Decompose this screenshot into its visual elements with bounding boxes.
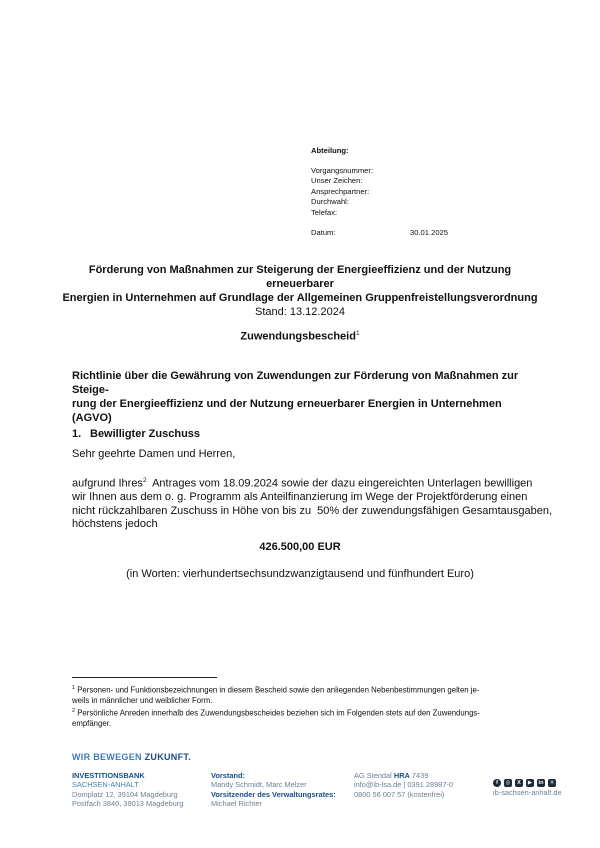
hra-label: HRA (393, 771, 410, 780)
grant-amount-words: (in Worten: vierhundertsechsundzwanzigtausend und fünfhundert Euro) (126, 568, 474, 580)
section-heading (72, 428, 200, 440)
register-info (354, 771, 453, 780)
hra-number: 7439 (409, 771, 429, 780)
title-line-2: Energien in Unternehmen auf Grundlage der Allgemeinen Gruppenfreistellungsverordnung (62, 292, 538, 304)
date-value: 30.01.2025 (410, 227, 449, 237)
website-link[interactable]: ib-sachsen-anhalt.de (493, 788, 562, 797)
title-stand: Stand: 13.12.2024 (255, 306, 345, 318)
salutation: Sehr geehrte Damen und Herren, (72, 448, 236, 460)
paragraph-part-1: aufgrund Ihres (72, 477, 143, 490)
date-row (311, 228, 448, 239)
ansprechpartner-label: Ansprechpartner: (311, 186, 370, 196)
contact-free-phone: 0800 56 007 57 (kostenfrei) (354, 789, 445, 799)
paragraph-line-3: nicht rückzahlbaren Zuschuss in Höhe von bis zu 50% der zuwendungsfähigen Gesamtausgaben, (72, 504, 553, 517)
footnote-2-number: 2 (72, 708, 76, 715)
footnotes (72, 683, 552, 730)
footnote-divider (72, 677, 217, 678)
footer-social (493, 771, 562, 797)
abteilung-label: Abteilung: (311, 146, 349, 155)
instagram-icon[interactable]: ◎ (505, 780, 511, 786)
section-title: Bewilligter Zuschuss (90, 428, 201, 440)
social-icons (493, 779, 562, 787)
paragraph-line-4: höchstens jedoch (72, 518, 158, 531)
footer-contact (354, 771, 453, 799)
x-icon[interactable]: X (515, 779, 523, 787)
richtlinie-line-2: rung der Energieeffizienz und der Nutzung erneuerbarer Energien in Unternehmen (AGVO) (72, 398, 502, 424)
section-number: 1. (72, 428, 82, 440)
contact-email-phone: info@ib-lsa.de | 0391 28987-0 (354, 780, 453, 790)
bank-name-1: INVESTITIONSBANK (72, 771, 145, 780)
xing-icon[interactable]: ✕ (549, 780, 555, 786)
footnote-2-line-2: empfänger. (72, 719, 112, 729)
bescheid-heading (60, 330, 540, 343)
document-title (60, 263, 540, 319)
footnote-2-text: Persönliche Anreden innerhalb des Zuwendungsbescheides beziehen sich im Folgenden stets auf den Zuwendungs- (75, 709, 480, 718)
bank-name-2: SACHSEN-ANHALT (72, 780, 139, 790)
footnote-ref-1: 1 (355, 330, 360, 337)
unser-zeichen-label: Unser Zeichen: (311, 176, 363, 186)
footnote-1-text: Personen- und Funktionsbezeichnungen in diesem Bescheid sowie den anliegenden Nebenbestimmungen gelten je- (75, 685, 480, 695)
paragraph-part-2: Antrages vom 18.09.2024 sowie der dazu eingereichten Unterlagen bewilligen (146, 477, 533, 490)
vorsitz-name: Michael Richter (211, 799, 262, 809)
slogan-part-2: ZUKUNFT. (144, 752, 192, 762)
grant-amount: 426.500,00 EUR (259, 541, 341, 553)
footnote-1 (72, 683, 552, 696)
paragraph-line-2: wir Ihnen aus dem o. g. Programm als Anteilfinanzierung im Wege der Projektförderung einen (72, 491, 528, 504)
richtlinie-heading (72, 369, 542, 425)
vorgangsnummer-label: Vorgangsnummer: (311, 165, 374, 175)
footer-slogan (72, 752, 191, 762)
bank-address-1: Domplatz 12, 39104 Magdeburg (72, 789, 178, 799)
vorstand-label: Vorstand: (211, 771, 245, 780)
footer-board (211, 771, 336, 809)
footnote-1-line-2: weils in männlicher und weiblicher Form. (72, 696, 213, 705)
footnote-ref-2: 2 (142, 477, 147, 484)
telefax-label: Telefax: (311, 207, 338, 217)
date-label: Datum: (311, 227, 336, 237)
richtlinie-line-1: Richtlinie über die Gewährung von Zuwendungen zur Förderung von Maßnahmen zur Steige- (72, 370, 519, 396)
youtube-icon[interactable]: ▶ (527, 780, 533, 786)
vorsitz-label: Vorsitzender des Verwaltungsrates: (211, 789, 336, 799)
ag-text: AG Stendal (354, 771, 394, 780)
bank-address-2: Postfach 3840, 39013 Magdeburg (72, 799, 184, 809)
durchwahl-label: Durchwahl: (311, 197, 349, 207)
facebook-icon[interactable]: f (493, 779, 501, 787)
footnote-1-number: 1 (72, 685, 76, 691)
title-line-1: Förderung von Maßnahmen zur Steigerung der Energieeffizienz und der Nutzung erneuerbarer (88, 264, 512, 290)
linkedin-icon[interactable]: in (538, 780, 544, 786)
letter-meta (311, 146, 448, 238)
body-paragraph (72, 474, 553, 532)
footnote-2 (72, 706, 552, 719)
slogan-part-1: WIR BEWEGEN (72, 752, 145, 762)
footer-bank-address (72, 771, 183, 809)
vorstand-names: Mandy Schmidt, Marc Melzer (211, 780, 307, 790)
paragraph-line-1 (72, 474, 542, 491)
bescheid-text: Zuwendungsbescheid (240, 330, 356, 343)
